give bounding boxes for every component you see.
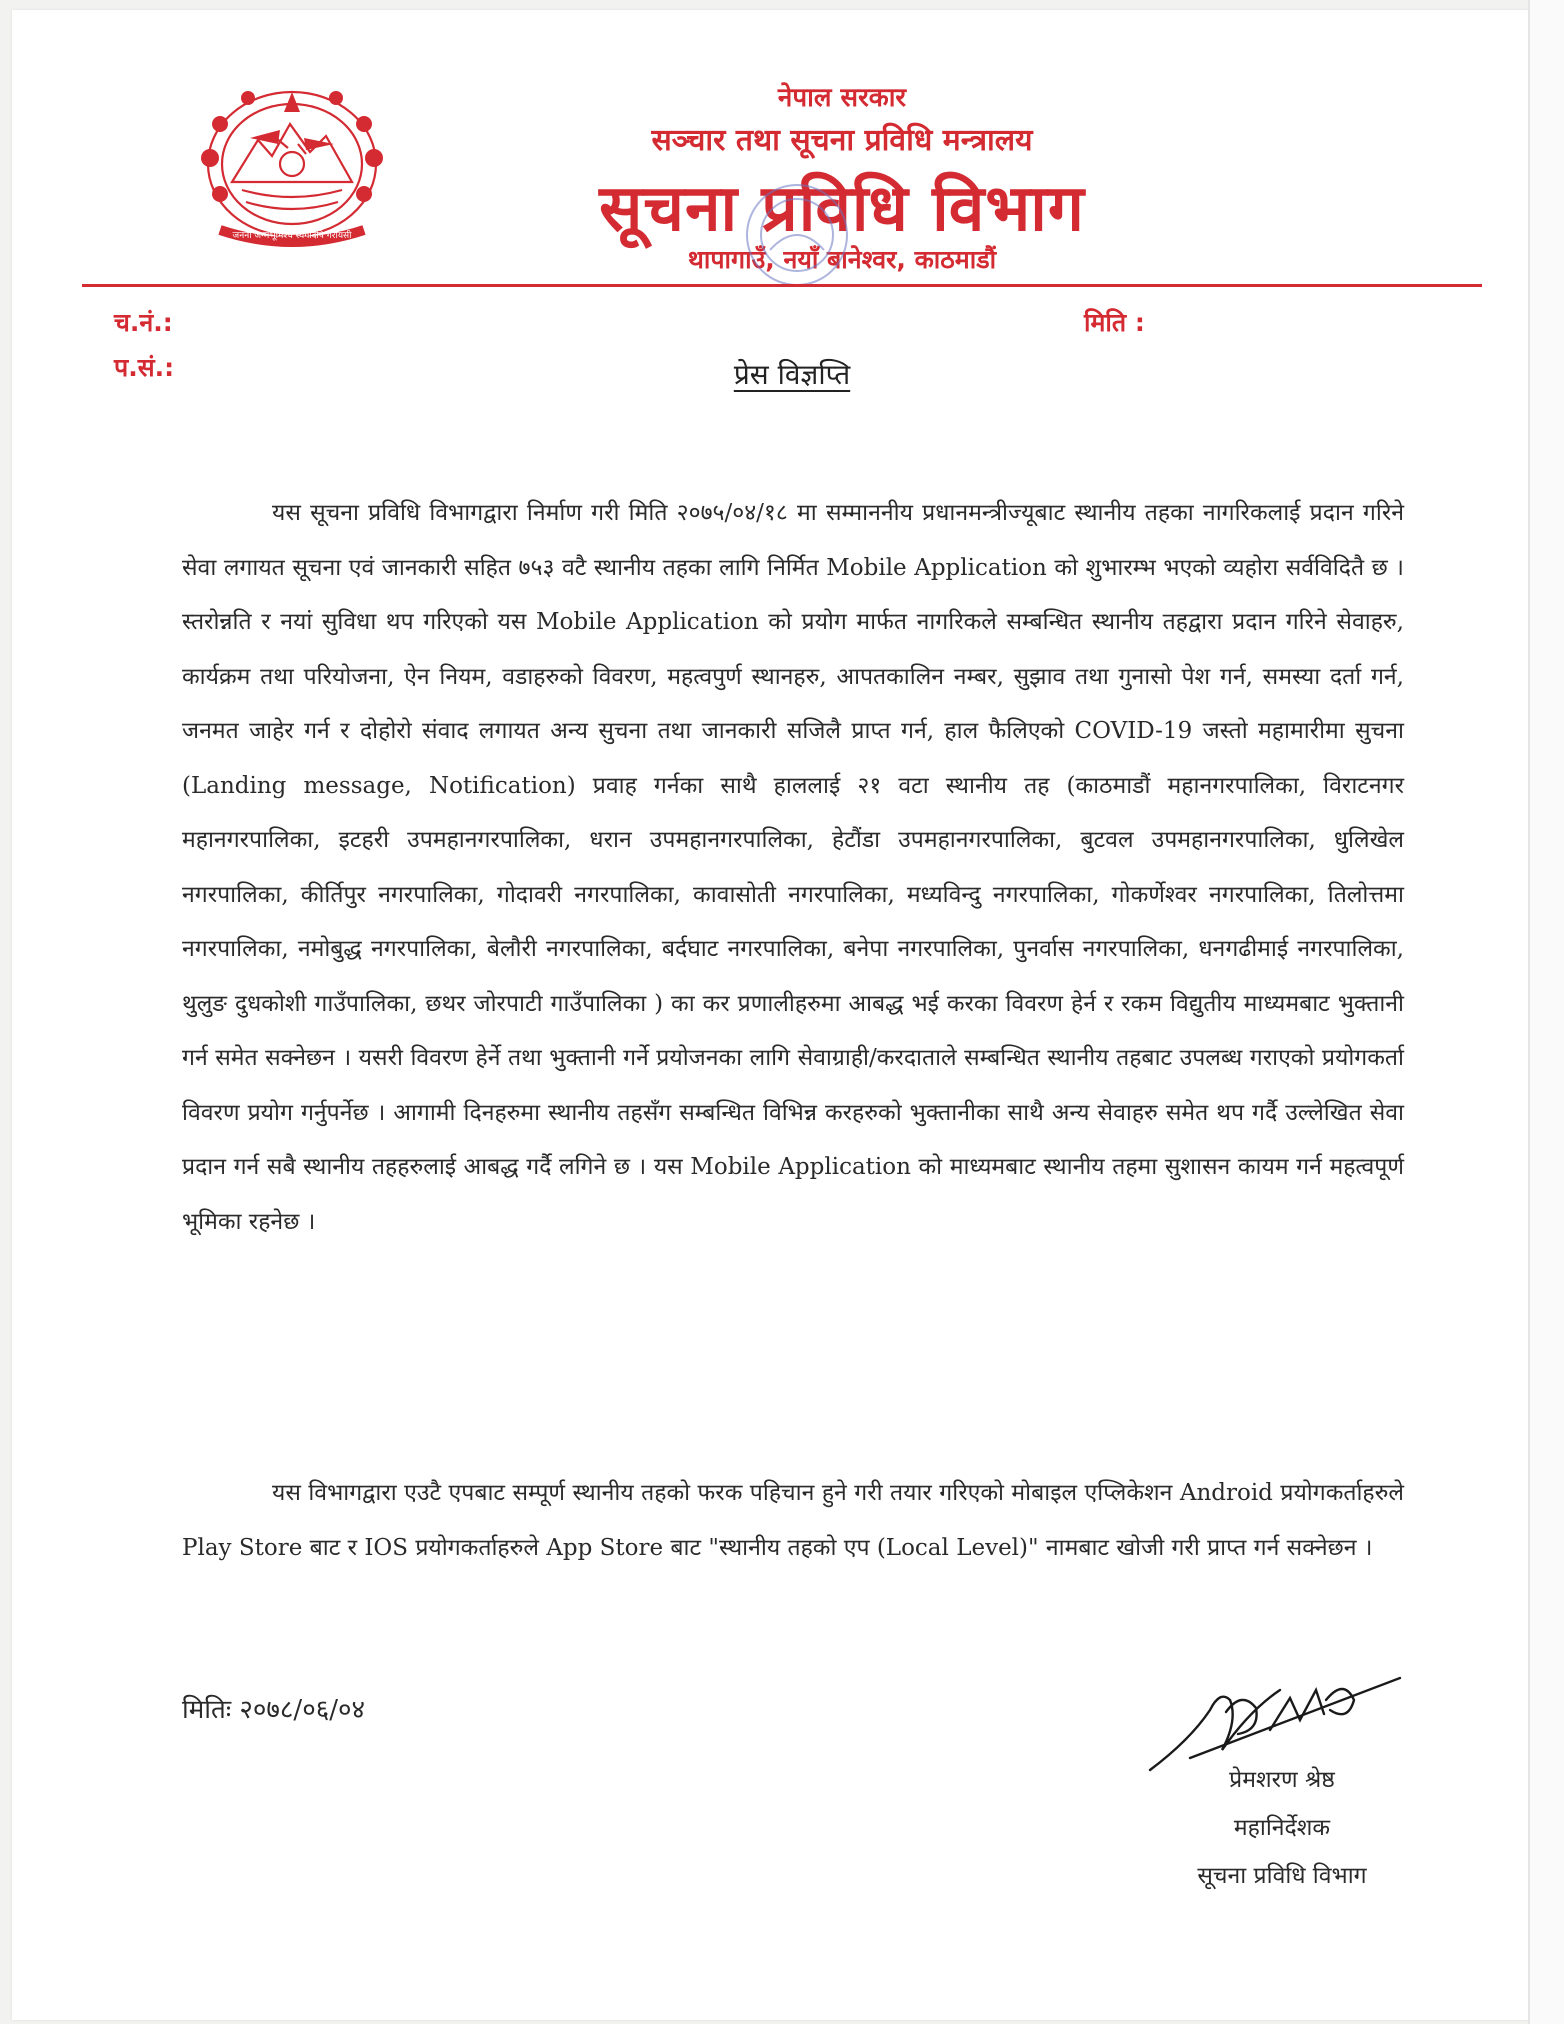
nepal-emblem-icon <box>180 78 404 248</box>
signatory-office: सूचना प्रविधि विभाग <box>1197 1863 1367 1889</box>
signatory-name: प्रेमशरण श्रेष्ठ <box>1229 1767 1335 1793</box>
scan-edge <box>1528 0 1564 2024</box>
signatory-designation: महानिर्देशक <box>1233 1815 1331 1841</box>
ministry-name: सञ्चार तथा सूचना प्रविधि मन्त्रालय <box>651 123 1033 158</box>
letter-number-label: प.सं.: <box>114 353 175 382</box>
document-title: प्रेस विज्ञप्ति <box>733 358 851 391</box>
dispatch-number-label: च.नं.: <box>114 308 173 337</box>
department-address: थापागाउँ, नयाँ बानेश्वर, काठमाडौं <box>687 245 997 274</box>
issue-date: मितिः २०७८/०६/०४ <box>182 1695 366 1725</box>
body-paragraph-2: यस विभागद्वारा एउटै एपबाट सम्पूर्ण स्थानीय तहको फरक पहिचान हुने गरी तयार गरिएको मोबाइल एप्लिकेशन Android प्रयोगकर्ताहरुले Play Store बाट र IOS प्रयोगकर्ताहरुले App Store बाट "स्थानीय तहको एप (Local Level)" नामबाट खोजी गरी प्राप्त गर्न सक्नेछन । <box>182 1480 1404 1561</box>
date-label: मिति : <box>1084 308 1145 337</box>
emblem-motto: जननी जन्मभूमिश्च स्वर्गादपि गरीयसी <box>232 231 352 241</box>
department-name: सूचना प्रविधि विभाग <box>599 172 1085 246</box>
header-divider <box>82 284 1482 287</box>
government-name: नेपाल सरकार <box>777 83 907 113</box>
body-paragraph-1: यस सूचना प्रविधि विभागद्वारा निर्माण गरी मिति २०७५/०४/१८ मा सम्माननीय प्रधानमन्त्रीज्यूबाट स्थानीय तहका नागरिकलाई प्रदान गरिने सेवा लगायत सूचना एवं जानकारी सहित ७५३ वटै स्थानीय तहका लागि निर्मित Mobile Application को शुभारम्भ भएको व्यहोरा सर्वविदितै छ । स्तरोन्नति र नयां सुविधा थप गरिएको यस Mobile Application को प्रयोग मार्फत नागरिकले सम्बन्धित स्थानीय तहद्वारा प्रदान गरिने सेवाहरु, कार्यक्रम तथा परियोजना, ऐन नियम, वडाहरुको विवरण, महत्वपुर्ण स्थानहरु, आपतकालिन नम्बर, सुझाव तथा गुनासो पेश गर्न, समस्या दर्ता गर्न, जनमत जाहेर गर्न र दोहोरो संवाद लगायत अन्य सुचना तथा जानकारी सजिलै प्राप्त गर्न, हाल फैलिएको COVID-19 जस्तो महामारीमा सुचना (Landing message, Notification) प्रवाह गर्नका साथै हाललाई २१ वटा स्थानीय तह (काठमाडौं महानगरपालिका, विराटनगर महानगरपालिका, इटहरी उपमहानगरपालिका, धरान उपमहानगरपालिका, हेटौंडा उपमहानगरपालिका, बुटवल उपमहानगरपालिका, धुलिखेल नगरपालिका, कीर्तिपुर नगरपालिका, गोदावरी नगरपालिका, कावासोती नगरपालिका, मध्यविन्दु नगरपालिका, गोकर्णेश्वर नगरपालिका, तिलोत्तमा नगरपालिका, नमोबुद्ध नगरपालिका, बेलौरी नगरपालिका, बर्दघाट नगरपालिका, बनेपा नगरपालिका, पुनर्वास नगरपालिका, धनगढीमाई नगरपालिका, थुलुङ दुधकोशी गाउँपालिका, छथर जोरपाटी गाउँपालिका ) का कर प्रणालीहरुमा आबद्ध भई करका विवरण हेर्न र रकम विद्युतीय माध्यमबाट भुक्तानी गर्न समेत सक्नेछन । यसरी विवरण हेर्ने तथा भुक्तानी गर्ने प्रयोजनका लागि सेवाग्राही/करदाताले सम्बन्धित स्थानीय तहबाट उपलब्ध गराएको प्रयोगकर्ता विवरण प्रयोग गर्नुपर्नेछ । आगामी दिनहरुमा स्थानीय तहसँग सम्बन्धित विभिन्न करहरुको भुक्तानीका साथै अन्य सेवाहरु समेत थप गर्दै उल्लेखित सेवा प्रदान गर्न सबै स्थानीय तहहरुलाई आबद्ध गर्दै लगिने छ । यस Mobile Application को माध्यमबाट स्थानीय तहमा सुशासन कायम गर्न महत्वपूर्ण भूमिका रहनेछ । <box>182 500 1404 1235</box>
office-stamp-icon <box>692 180 902 290</box>
document-page <box>12 10 1530 2020</box>
